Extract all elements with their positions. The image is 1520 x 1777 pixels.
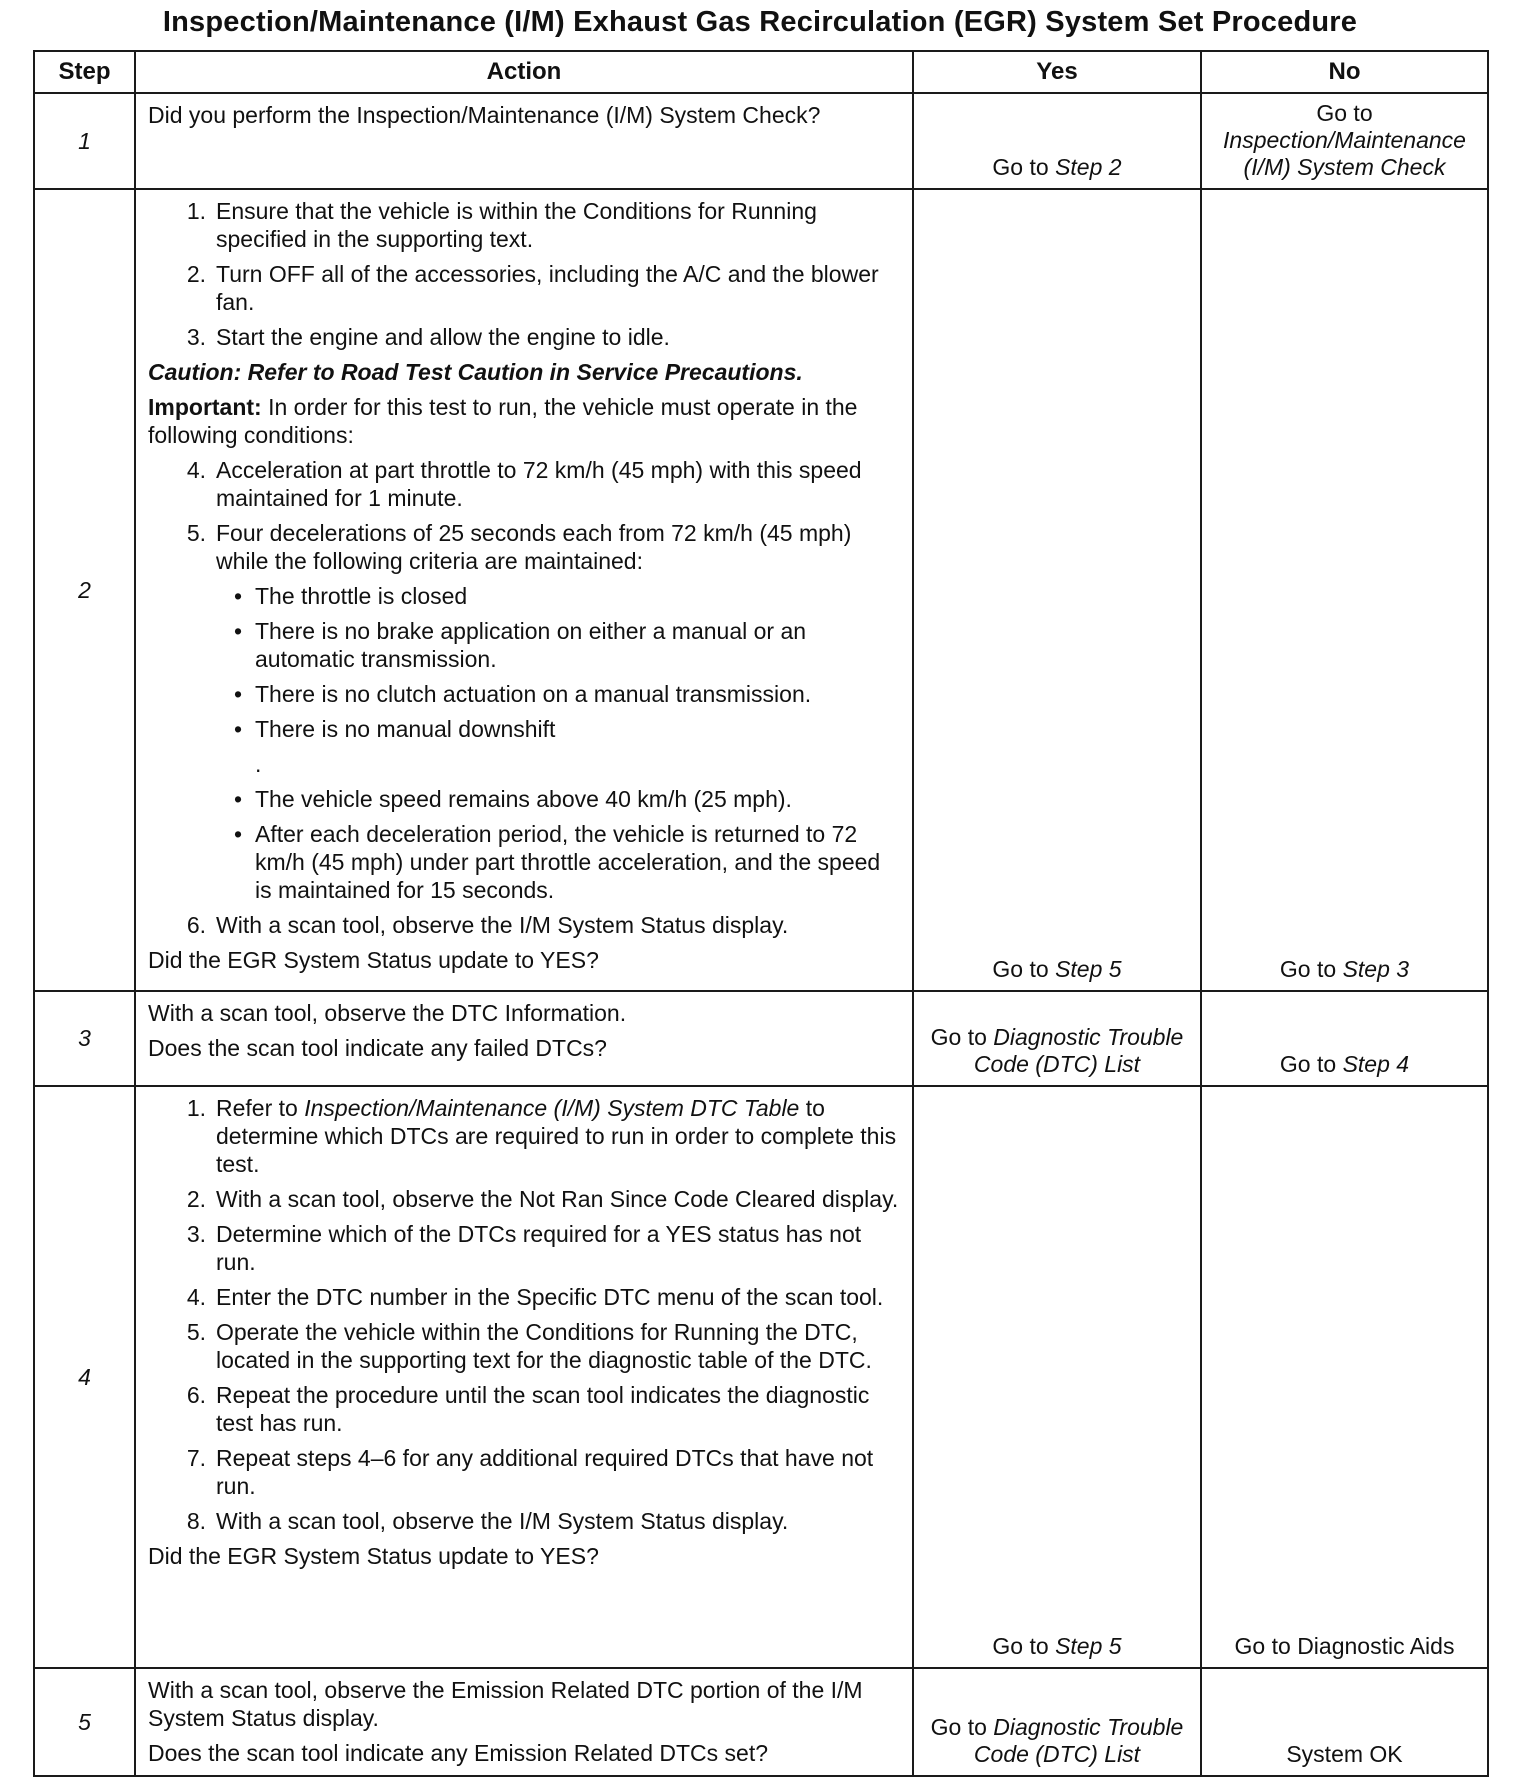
action-question: Does the scan tool indicate any Emission Related DTCs set? <box>148 1740 769 1766</box>
list-item: 1. Ensure that the vehicle is within the Conditions for Running specified in the supporting text. <box>186 198 817 252</box>
yes-prefix: Go to <box>992 154 1056 180</box>
yes-prefix: Go to <box>992 956 1056 982</box>
action-cell <box>135 189 913 991</box>
stray-dot: . <box>255 751 262 777</box>
step-row-5 <box>34 1668 1488 1776</box>
action-text: With a scan tool, observe the DTC Information. <box>148 1000 627 1026</box>
yes-prefix: Go to <box>930 1024 994 1050</box>
yes-prefix: Go to <box>992 1633 1056 1659</box>
no-cell <box>1201 93 1488 189</box>
list-item: 7. Repeat steps 4–6 for any additional required DTCs that have not run. <box>186 1445 874 1499</box>
bullet-item: • There is no brake application on either a manual or an automatic transmission. <box>233 618 807 672</box>
link-im-system-dtc-table[interactable]: Inspection/Maintenance (I/M) System DTC Table <box>304 1095 800 1121</box>
no-cell <box>1201 189 1488 991</box>
step-number: 3 <box>34 991 135 1086</box>
yes-link-dtc-list[interactable]: Diagnostic Trouble Code (DTC) List <box>973 1714 1184 1767</box>
yes-prefix: Go to <box>930 1714 994 1740</box>
important-note: Important: In order for this test to run, the vehicle must operate in the following conditions: <box>148 394 858 448</box>
no-link-step-4[interactable]: Step 4 <box>1342 1051 1410 1077</box>
list-item: 8. With a scan tool, observe the I/M System Status display. <box>186 1508 789 1534</box>
no-link-step-3[interactable]: Step 3 <box>1342 956 1410 982</box>
action-cell <box>135 93 913 189</box>
action-question: Did the EGR System Status update to YES? <box>148 947 599 973</box>
bullet-item: • There is no clutch actuation on a manual transmission. <box>233 681 812 707</box>
step-number: 1 <box>34 93 135 189</box>
page-title: Inspection/Maintenance (I/M) Exhaust Gas Recirculation (EGR) System Set Procedure <box>162 6 1358 38</box>
action-question: Does the scan tool indicate any failed DTCs? <box>148 1035 607 1061</box>
bullet-item: • The throttle is closed <box>233 583 468 609</box>
step-row-3 <box>34 991 1488 1086</box>
yes-cell <box>913 1086 1201 1668</box>
yes-link-dtc-list[interactable]: Diagnostic Trouble Code (DTC) List <box>973 1024 1184 1077</box>
step-row-2 <box>34 189 1488 991</box>
step-number: 2 <box>34 189 135 991</box>
step-number: 5 <box>34 1668 135 1776</box>
header-yes: Yes <box>913 51 1201 93</box>
yes-link-step-2[interactable]: Step 2 <box>1055 154 1122 180</box>
header-action: Action <box>135 51 913 93</box>
list-item: 1. Refer to Inspection/Maintenance (I/M) System DTC Table to determine which DTCs are required to run in order to complete this test. <box>186 1095 897 1177</box>
list-item: 2. With a scan tool, observe the Not Ran Since Code Cleared display. <box>186 1186 899 1212</box>
list-item: 6. Repeat the procedure until the scan tool indicates the diagnostic test has run. <box>186 1382 870 1436</box>
step-row-4 <box>34 1086 1488 1668</box>
step-row-1 <box>34 93 1488 189</box>
bullet-item: • There is no manual downshift <box>233 716 556 742</box>
list-item: 2. Turn OFF all of the accessories, including the A/C and the blower fan. <box>186 261 879 315</box>
no-cell <box>1201 1668 1488 1776</box>
header-no: No <box>1201 51 1488 93</box>
no-system-ok: System OK <box>1286 1741 1403 1767</box>
no-cell <box>1201 1086 1488 1668</box>
yes-cell <box>913 93 1201 189</box>
list-item: 6. With a scan tool, observe the I/M System Status display. <box>186 912 789 938</box>
list-item: 3. Determine which of the DTCs required for a YES status has not run. <box>186 1221 862 1275</box>
yes-cell <box>913 1668 1201 1776</box>
header-step: Step <box>34 51 135 93</box>
no-link-im-system-check[interactable]: Inspection/Maintenance (I/M) System Check <box>1223 127 1466 180</box>
no-diagnostic-aids[interactable]: Go to Diagnostic Aids <box>1234 1633 1455 1659</box>
action-cell <box>135 991 913 1086</box>
procedure-table <box>33 50 1489 1777</box>
yes-link-step-5[interactable]: Step 5 <box>1055 1633 1122 1659</box>
list-item: 5. Four decelerations of 25 seconds each from 72 km/h (45 mph) while the following criteria are maintained: <box>186 520 852 574</box>
list-item: 4. Acceleration at part throttle to 72 km/h (45 mph) with this speed maintained for 1 minute. <box>186 457 862 511</box>
no-cell <box>1201 991 1488 1086</box>
bullet-item: • After each deceleration period, the vehicle is returned to 72 km/h (45 mph) under part throttle acceleration, and the speed is maintained for 15 seconds. <box>233 821 881 903</box>
yes-link-step-5[interactable]: Step 5 <box>1055 956 1122 982</box>
action-cell <box>135 1668 913 1776</box>
yes-cell <box>913 991 1201 1086</box>
no-prefix: Go to <box>1279 1051 1343 1077</box>
yes-cell <box>913 189 1201 991</box>
no-prefix: Go to <box>1316 100 1373 126</box>
list-item: 5. Operate the vehicle within the Conditions for Running the DTC, located in the supporting text for the diagnostic table of the DTC. <box>186 1319 872 1373</box>
list-item: 3. Start the engine and allow the engine to idle. <box>186 324 670 350</box>
action-cell <box>135 1086 913 1668</box>
caution-note: Caution: Refer to Road Test Caution in Service Precautions. <box>148 359 803 385</box>
step-number: 4 <box>34 1086 135 1668</box>
action-text: With a scan tool, observe the Emission Related DTC portion of the I/M System Status display. <box>148 1677 863 1731</box>
header-row <box>34 51 1488 93</box>
list-item: 4. Enter the DTC number in the Specific DTC menu of the scan tool. <box>186 1284 884 1310</box>
no-prefix: Go to <box>1279 956 1343 982</box>
action-question: Did you perform the Inspection/Maintenance (I/M) System Check? <box>148 102 821 128</box>
action-question: Did the EGR System Status update to YES? <box>148 1543 599 1569</box>
bullet-item: • The vehicle speed remains above 40 km/h (25 mph). <box>233 786 792 812</box>
